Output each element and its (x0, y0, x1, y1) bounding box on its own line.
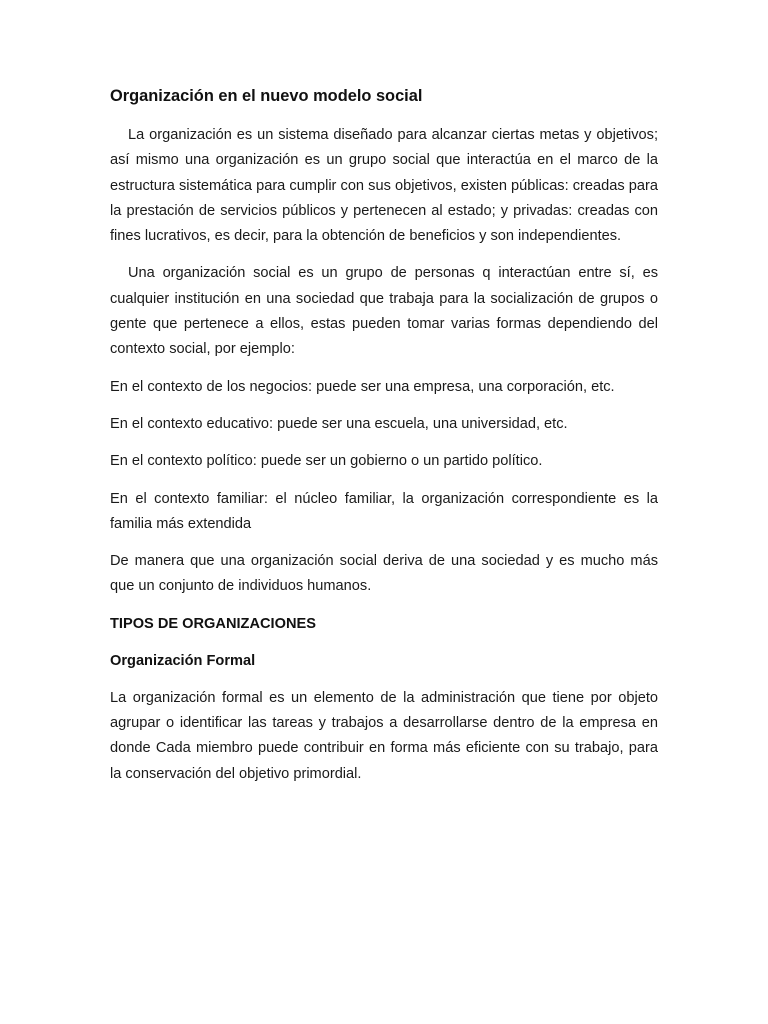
paragraph-formal-organization: La organización formal es un elemento de la administración que tiene por objeto agrupar o identificar las tareas y trabajos a desarrollarse dentro de la empresa en donde Cada miembro puede contribuir en forma más eficiente con su trabajo, para la conservación del objetivo primordial. (110, 689, 658, 782)
paragraph-business-context: En el contexto de los negocios: puede ser una empresa, una corporación, etc. (110, 378, 615, 395)
paragraph-educational-context: En el contexto educativo: puede ser una escuela, una universidad, etc. (110, 415, 568, 432)
paragraph-definition: La organización es un sistema diseñado para alcanzar ciertas metas y objetivos; así mismo una organización es un grupo social que interactúa en el marco de la estructura sistemática para cumplir con sus objetivos, existen públicas: creadas para la prestación de servicios públicos y pertenecen al estado; y privadas: creadas con fines lucrativos, es decir, para la obtención de beneficios y son independientes. (110, 127, 658, 245)
document-body (110, 84, 658, 799)
paragraph-social-organization: Una organización social es un grupo de personas q interactúan entre sí, es cualquier institución en una sociedad que trabaja para la socialización de grupos o gente que pertenece a ellos, estas pueden tomar varias formas dependiendo del contexto social, por ejemplo: (110, 265, 658, 358)
document-title: Organización en el nuevo modelo social (110, 87, 423, 105)
paragraph-political-context: En el contexto político: puede ser un gobierno o un partido político. (110, 453, 543, 470)
paragraph-family-context: En el contexto familiar: el núcleo familiar, la organización correspondiente es la familia más extendida (110, 490, 658, 532)
section-heading-types: TIPOS DE ORGANIZACIONES (110, 615, 316, 632)
paragraph-conclusion: De manera que una organización social deriva de una sociedad y es mucho más que un conjunto de individuos humanos. (110, 553, 658, 595)
subsection-heading-formal: Organización Formal (110, 652, 256, 669)
